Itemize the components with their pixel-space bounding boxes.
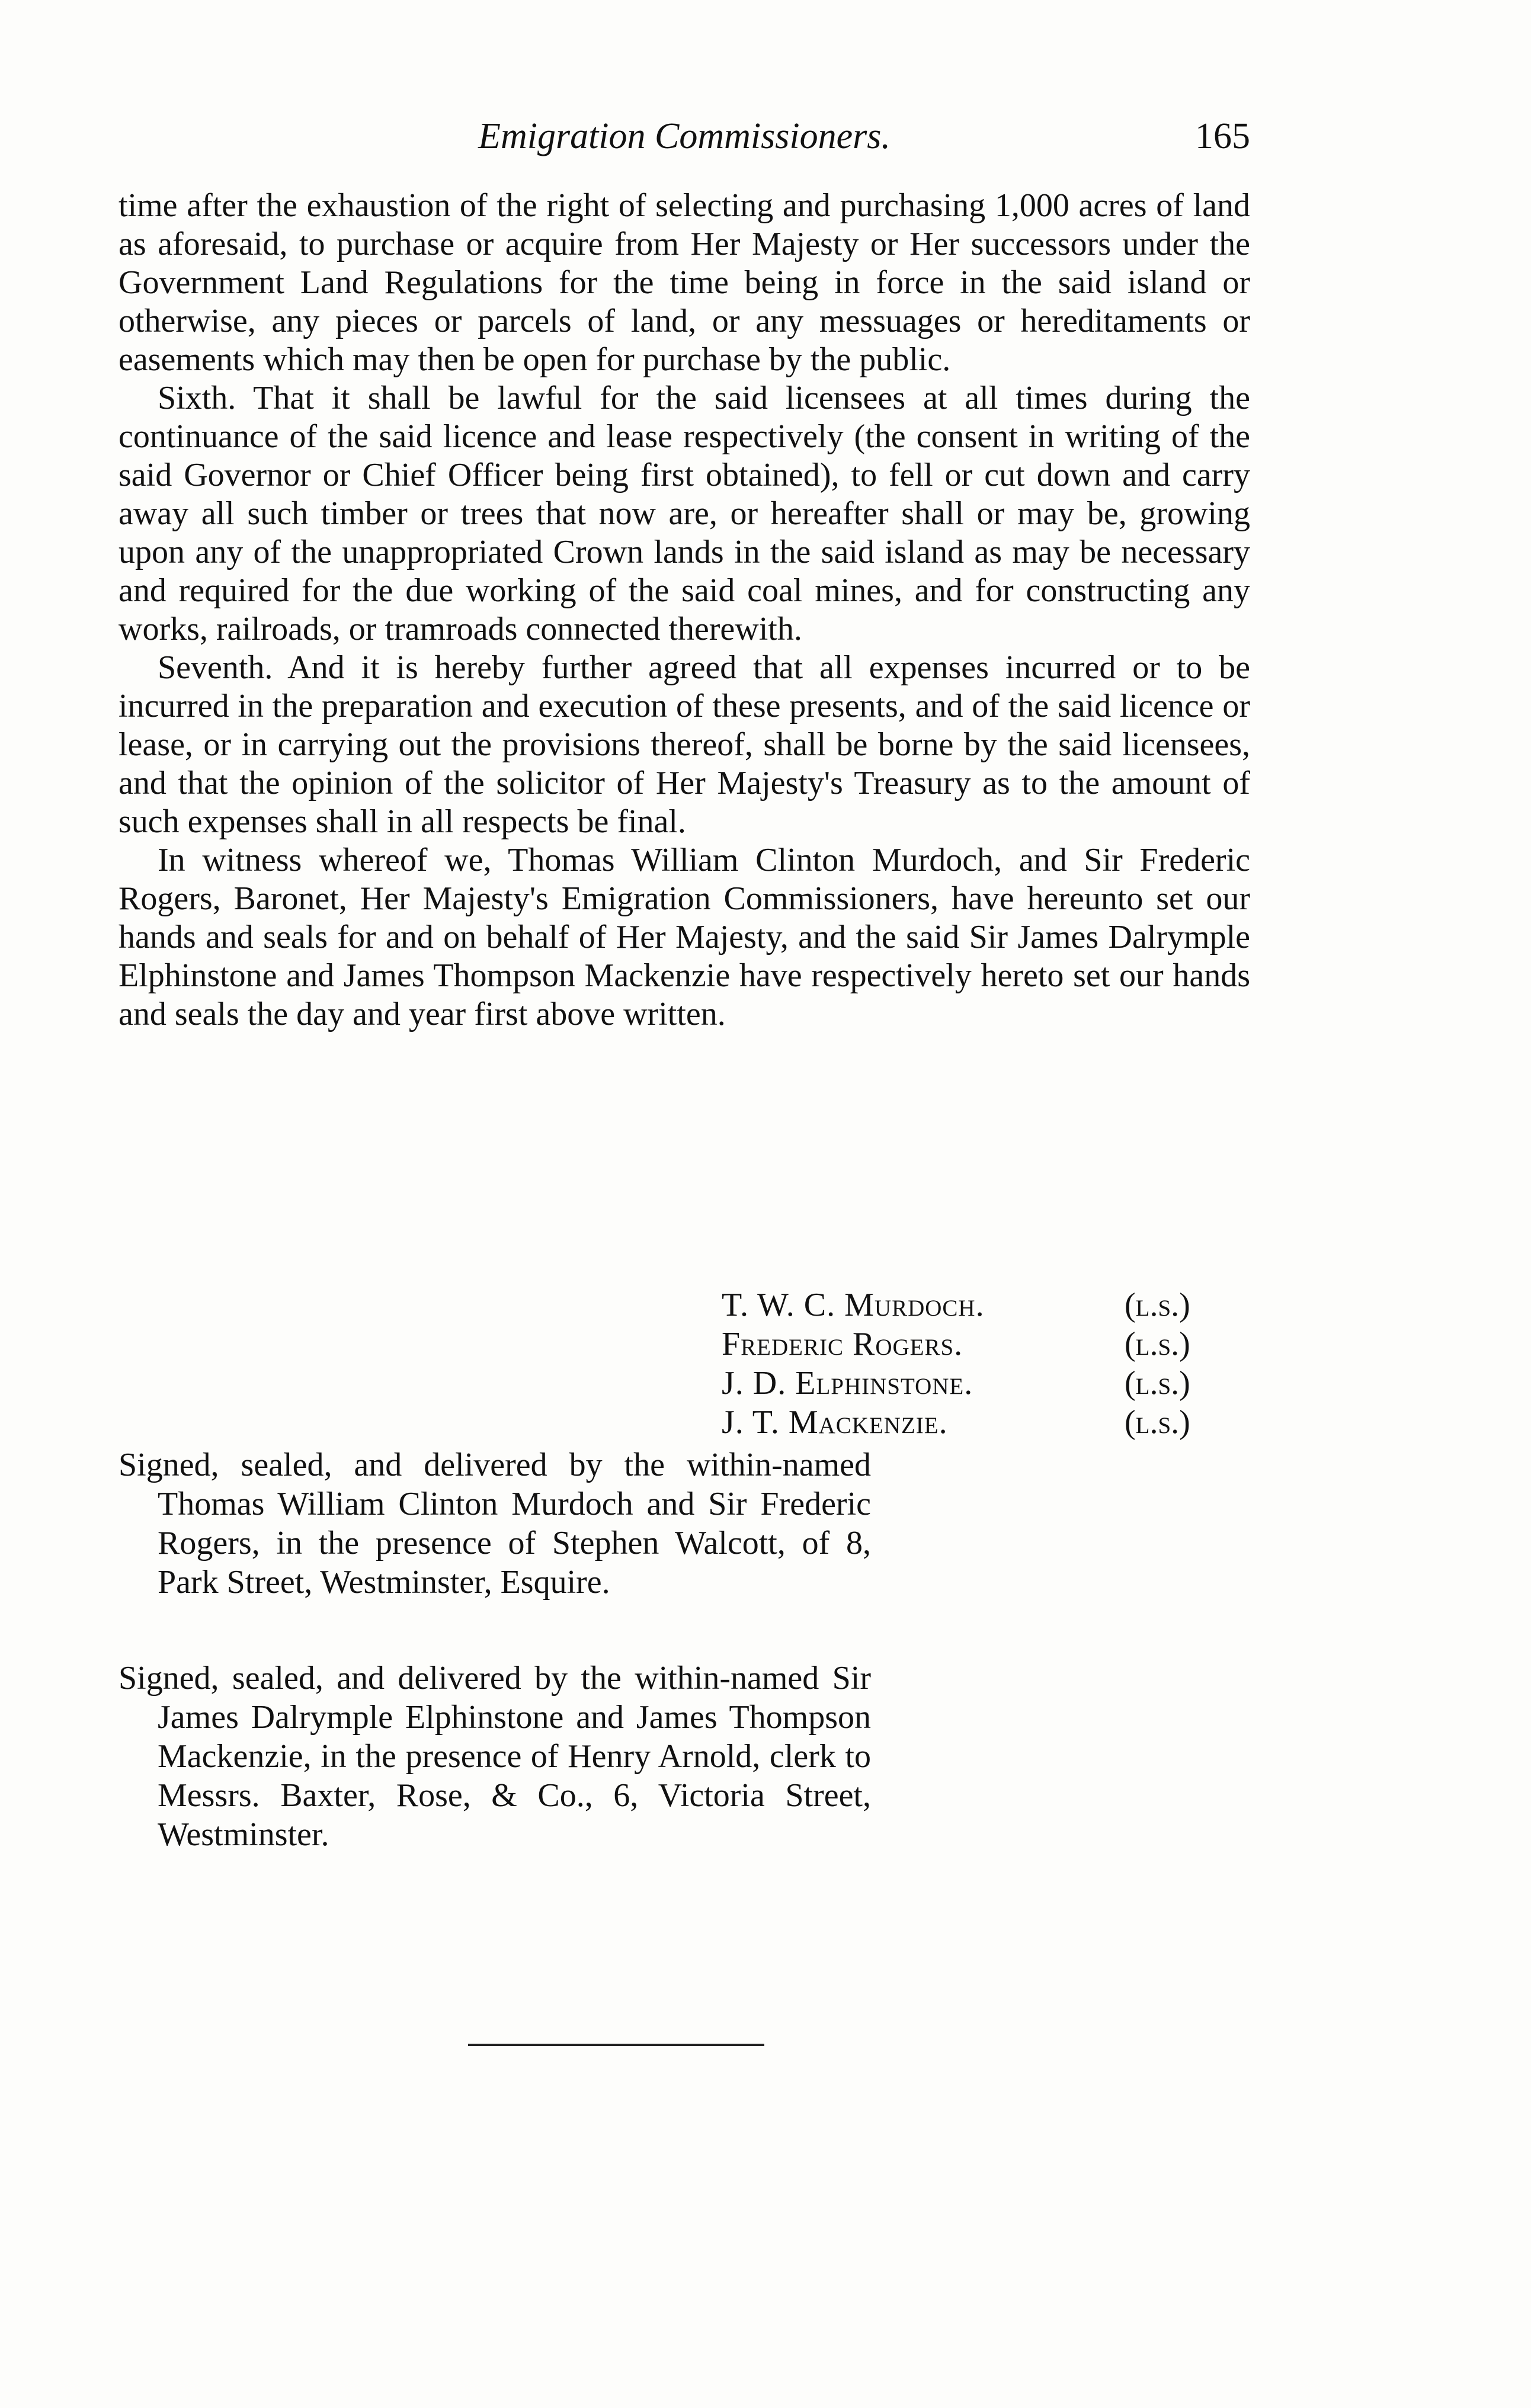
attestation-text: Signed, sealed, and delivered by the within-named Sir James Dalrymple Elphinstone and James Thompson Mackenzie, in the presence of Henry Arnold, clerk to Messrs. Baxter, Rose, & Co., 6, Victoria Street, Westminster.	[118, 1660, 871, 1853]
signature-block	[722, 1285, 1255, 1442]
paragraph-witness: In witness whereof we, Thomas William Clinton Murdoch, and Sir Frederic Rogers, Baronet, Her Majesty's Emigration Commissioners, have hereunto set our hands and seals for and on behalf of Her Majesty, and the said Sir James Dalrymple Elphinstone and James Thompson Mackenzie have respectively hereto set our hands and seals the day and year first above written.	[118, 842, 1250, 1033]
closing-rule	[468, 2044, 764, 2046]
attestation-text: Signed, sealed, and delivered by the within-named Thomas William Clinton Murdoch and Sir Frederic Rogers, in the presence of Stephen Walcott, of 8, Park Street, Westminster, Esquire.	[118, 1447, 871, 1601]
signature-row	[722, 1364, 1255, 1403]
signature-row	[722, 1403, 1255, 1442]
paragraph-continuation: time after the exhaustion of the right of selecting and purchasing 1,000 acres of land as aforesaid, to purchase or acquire from Her Majesty or Her successors under the Government Land Regulations for the time being in force in the said island or otherwise, any pieces or parcels of land, or any messuages or hereditaments or easements which may then be open for purchase by the public.	[118, 187, 1250, 378]
signature-name: J. D. Elphinstone.	[722, 1365, 973, 1402]
signature-row	[722, 1285, 1255, 1325]
seal-mark: (l.s.)	[1125, 1404, 1190, 1441]
page-header	[118, 113, 1250, 160]
signature-name: J. T. Mackenzie.	[722, 1404, 948, 1441]
signature-name: Frederic Rogers.	[722, 1326, 963, 1362]
signature-name: T. W. C. Murdoch.	[722, 1287, 985, 1323]
seal-mark: (l.s.)	[1125, 1365, 1190, 1402]
attestation-clause-first	[118, 1445, 871, 1602]
seal-mark: (l.s.)	[1125, 1326, 1190, 1362]
page-number: 165	[1195, 116, 1250, 156]
running-title: Emigration Commissioners.	[478, 116, 891, 156]
body-text	[118, 187, 1250, 1034]
attestation-clause-second	[118, 1659, 871, 1854]
signature-row	[722, 1325, 1255, 1364]
paragraph-sixth: Sixth. That it shall be lawful for the said licensees at all times during the continuance of the said licence and lease respectively (the consent in writing of the said Governor or Chief Officer being first obtained), to fell or cut down and carry away all such timber or trees that now are, or hereafter shall or may be, growing upon any of the unappropriated Crown lands in the said island as may be necessary and required for the due working of the said coal mines, and for constructing any works, railroads, or tramroads connected therewith.	[118, 380, 1250, 647]
paragraph-seventh: Seventh. And it is hereby further agreed that all expenses incurred or to be incurred in the preparation and execution of these presents, and of the said licence or lease, or in carrying out the provisions thereof, shall be borne by the said licensees, and that the opinion of the solicitor of Her Majesty's Treasury as to the amount of such expenses shall in all respects be final.	[118, 649, 1250, 840]
seal-mark: (l.s.)	[1125, 1287, 1190, 1323]
